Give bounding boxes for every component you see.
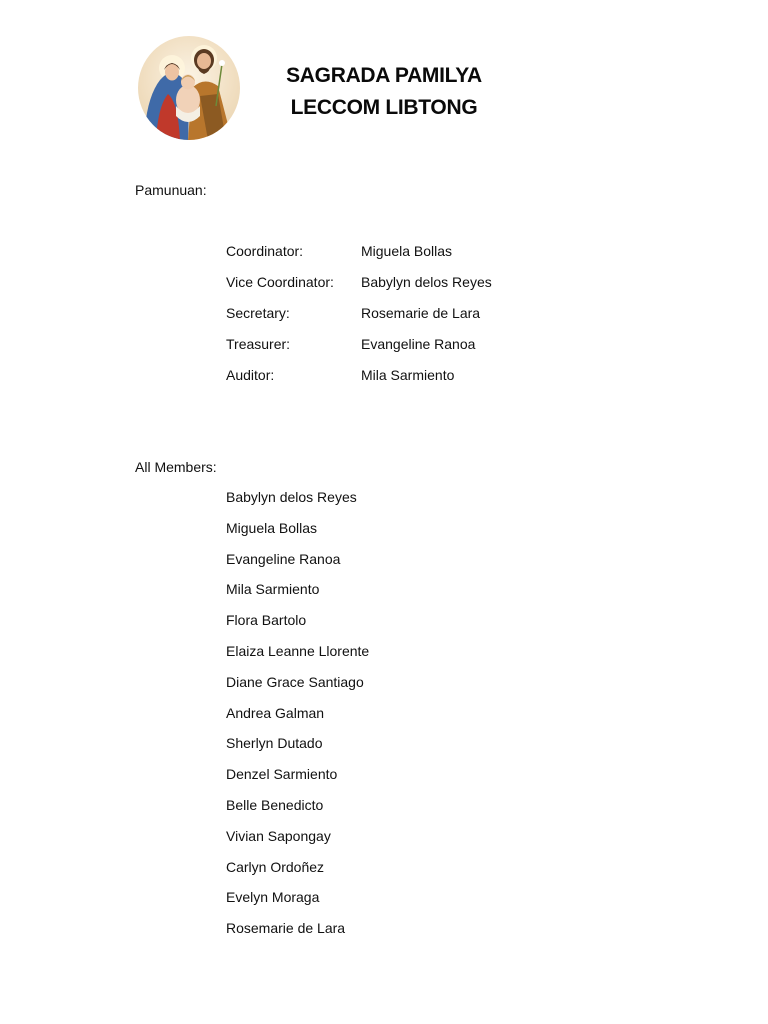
all-members-label: All Members:: [135, 459, 217, 475]
list-item: Diane Grace Santiago: [226, 673, 364, 690]
officer-role: Vice Coordinator:: [226, 274, 334, 290]
officer-name: Rosemarie de Lara: [361, 305, 481, 321]
pamunuan-label: Pamunuan:: [135, 182, 207, 198]
list-item: Belle Benedicto: [226, 796, 324, 813]
list-item: Denzel Sarmiento: [226, 766, 338, 783]
officer-name: Evangeline Ranoa: [361, 336, 476, 352]
list-item: Flora Bartolo: [226, 612, 307, 629]
officer-name: Babylyn delos Reyes: [361, 274, 492, 290]
list-item: Mila Sarmiento: [226, 581, 320, 598]
list-item: Vivian Sapongay: [226, 827, 331, 844]
list-item: Andrea Galman: [226, 704, 325, 721]
holy-family-icon: [138, 36, 240, 140]
list-item: Elaiza Leanne Llorente: [226, 642, 370, 659]
officer-role: Auditor:: [226, 367, 275, 383]
members-list: [226, 488, 369, 950]
officer-name: Miguela Bollas: [361, 243, 453, 259]
officer-role: Coordinator:: [226, 243, 304, 259]
officer-role: Treasurer:: [226, 336, 291, 352]
list-item: Miguela Bollas: [226, 519, 318, 536]
title-line-1: SAGRADA PAMILYA: [286, 64, 482, 87]
officer-role: Secretary:: [226, 305, 290, 321]
title-line-2: LECCOM LIBTONG: [290, 96, 478, 119]
page-title: [250, 60, 518, 124]
list-item: Evangeline Ranoa: [226, 550, 341, 567]
officer-name: Mila Sarmiento: [361, 367, 455, 383]
list-item: Sherlyn Dutado: [226, 735, 323, 752]
list-item: Evelyn Moraga: [226, 889, 320, 906]
list-item: Rosemarie de Lara: [226, 920, 346, 937]
list-item: Carlyn Ordoñez: [226, 858, 325, 875]
list-item: Babylyn delos Reyes: [226, 489, 357, 505]
